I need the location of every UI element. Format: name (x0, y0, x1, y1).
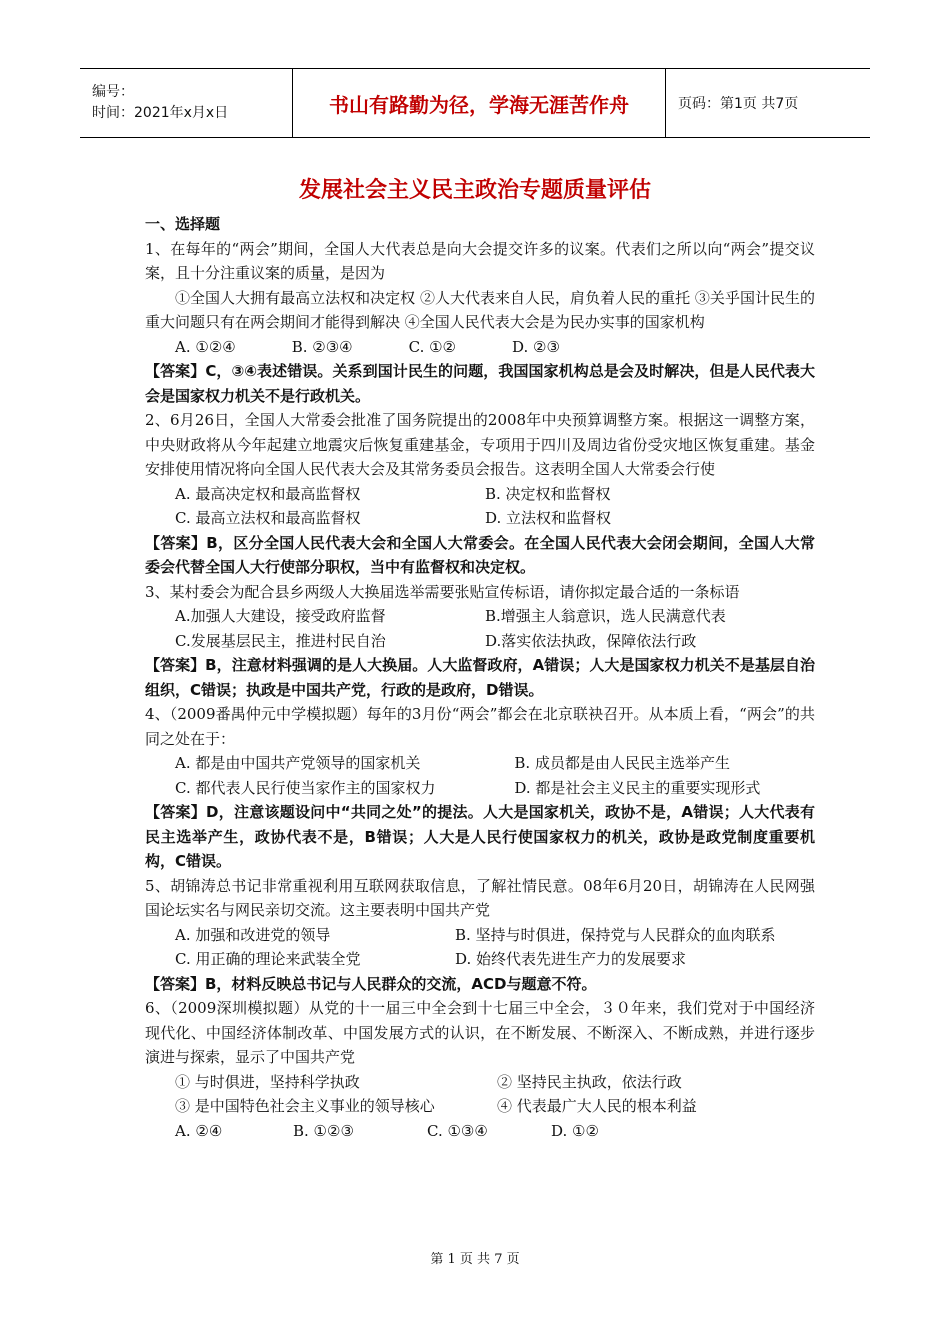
option-c: C. ①③④ (427, 1121, 488, 1140)
option-c: C. 用正确的理论来武装全党 (175, 950, 361, 968)
document-header (80, 68, 870, 138)
option-d: D. 始终代表先进生产力的发展要求 (455, 950, 687, 968)
answer-explanation: 【答案】C，③④表述错误。关系到国计民生的问题，我国国家机构总是会及时解决，但是人民代表大会是国家权力机关不是行政机关。 (145, 362, 815, 405)
question-options (145, 506, 815, 531)
question-stem: 5、胡锦涛总书记非常重视利用互联网获取信息，了解社情民意。08年6月20日，胡锦涛在人民网强国论坛实名与网民亲切交流。这主要表明中国共产党 (145, 876, 815, 919)
question-options (145, 947, 815, 972)
statement-2: ② 坚持民主执政，依法行政 (497, 1072, 682, 1091)
option-b: B. ①②③ (293, 1121, 354, 1140)
question-options (145, 629, 815, 654)
header-meta (80, 69, 293, 137)
time-label: 时间：2021年x月x日 (92, 105, 229, 121)
option-d: D. ①② (551, 1121, 599, 1140)
option-d: D. ②③ (512, 337, 560, 356)
option-a: A. 加强和改进党的领导 (175, 925, 331, 944)
question-stem: 6、（2009深圳模拟题）从党的十一届三中全会到十七届三中全会，３０年来，我们党对于中国经济现代化、中国经济体制改革、中国发展方式的认识，在不断发展、不断深入、不断成熟，并进行逐步演进与探索，显示了中国共产党 (145, 999, 815, 1066)
option-d: D.落实依法执政，保障依法行政 (485, 631, 697, 650)
question-options (145, 604, 815, 629)
question-statements (145, 1070, 815, 1095)
question-stem: 3、某村委会为配合县乡两级人大换届选举需要张贴宣传标语，请你拟定最合适的一条标语 (145, 582, 740, 601)
answer-explanation: 【答案】B，区分全国人民代表大会和全国人大常委会。在全国人民代表大会闭会期间，全国人大常委会代替全国人大行使部分职权，当中有监督权和决定权。 (145, 533, 815, 576)
question-6 (145, 996, 815, 1143)
answer-explanation: 【答案】D，注意该题设问中“共同之处”的提法。人大是国家机关，政协不是，A错误；人大代表有民主选举产生，政协代表不是，B错误；人大是人民行使国家权力的机关，政协是政党制度重要机构，C错误。 (145, 803, 815, 870)
question-options (145, 1119, 815, 1144)
question-3 (145, 580, 815, 703)
option-c: C. 最高立法权和最高监督权 (175, 509, 361, 527)
question-statements: ①全国人大拥有最高立法权和决定权 ②人大代表来自人民，肩负着人民的重托 ③关乎国计民生的重大问题只有在两会期间才能得到解决 ④全国人民代表大会是为民办实事的国家机构 (145, 288, 815, 331)
option-a: A.加强人大建设，接受政府监督 (175, 607, 386, 625)
answer-explanation: 【答案】B，注意材料强调的是人大换届。人大监督政府，A错误；人大是国家权力机关不是基层自治组织，C错误；执政是中国共产党，行政的是政府，D错误。 (145, 656, 815, 699)
question-options (145, 923, 815, 948)
question-options (145, 751, 815, 776)
question-stem: 2、6月26日，全国人大常委会批准了国务院提出的2008年中央预算调整方案。根据这一调整方案，中央财政将从今年起建立地震灾后恢复重建基金，专项用于四川及周边省份受灾地区恢复重建。基金安排使用情况将向全国人民代表大会及其常务委员会报告。这表明全国人大常委会行使 (145, 411, 815, 478)
option-b: B. 成员都是由人民民主选举产生 (514, 754, 730, 772)
option-c: C. 都代表人民行使当家作主的国家权力 (175, 778, 436, 797)
option-b: B. 决定权和监督权 (485, 484, 611, 503)
question-stem: 1、在每年的“两会”期间，全国人大代表总是向大会提交许多的议案。代表们之所以向“两会”提交议案，且十分注重议案的质量，是因为 (145, 239, 815, 282)
document-title: 发展社会主义民主政治专题质量评估 (298, 178, 651, 203)
option-d: D. 都是社会主义民主的重要实现形式 (514, 778, 761, 797)
option-c: C.发展基层民主，推进村民自治 (175, 631, 386, 650)
question-statements (145, 1094, 815, 1119)
question-2 (145, 408, 815, 580)
question-options (145, 335, 815, 360)
number-label: 编号： (92, 84, 134, 100)
option-a: A. 都是由中国共产党领导的国家机关 (175, 754, 421, 772)
option-a: A. ②④ (175, 1121, 223, 1140)
statement-3: ③ 是中国特色社会主义事业的领导核心 (175, 1097, 435, 1115)
option-c: C. ①② (408, 337, 456, 356)
option-b: B. 坚持与时俱进，保持党与人民群众的血肉联系 (455, 925, 776, 944)
question-4 (145, 702, 815, 874)
question-options (145, 776, 815, 801)
question-stem: 4、（2009番禺仲元中学模拟题）每年的3月份“两会”都会在北京联袂召开。从本质上看，“两会”的共同之处在于： (145, 705, 815, 748)
option-d: D. 立法权和监督权 (485, 509, 612, 527)
option-a: A. ①②④ (175, 337, 236, 356)
option-b: B.增强主人翁意识，选人民满意代表 (485, 607, 726, 625)
statement-4: ④ 代表最广大人民的根本利益 (497, 1097, 697, 1115)
header-motto: 书山有路勤为径，学海无涯苦作舟 (293, 69, 666, 137)
question-1 (145, 237, 815, 409)
page-footer: 第 1 页 共 7 页 (430, 1252, 520, 1267)
answer-explanation: 【答案】B，材料反映总书记与人民群众的交流，ACD与题意不符。 (145, 974, 597, 993)
question-options (145, 482, 815, 507)
question-5 (145, 874, 815, 997)
header-page-label: 页码：第1页 共7页 (678, 96, 799, 112)
option-b: B. ②③④ (291, 337, 353, 356)
statement-1: ① 与时俱进，坚持科学执政 (175, 1072, 360, 1091)
option-a: A. 最高决定权和最高监督权 (175, 484, 361, 503)
section-title: 一、选择题 (145, 215, 221, 233)
document-body (145, 212, 815, 1143)
